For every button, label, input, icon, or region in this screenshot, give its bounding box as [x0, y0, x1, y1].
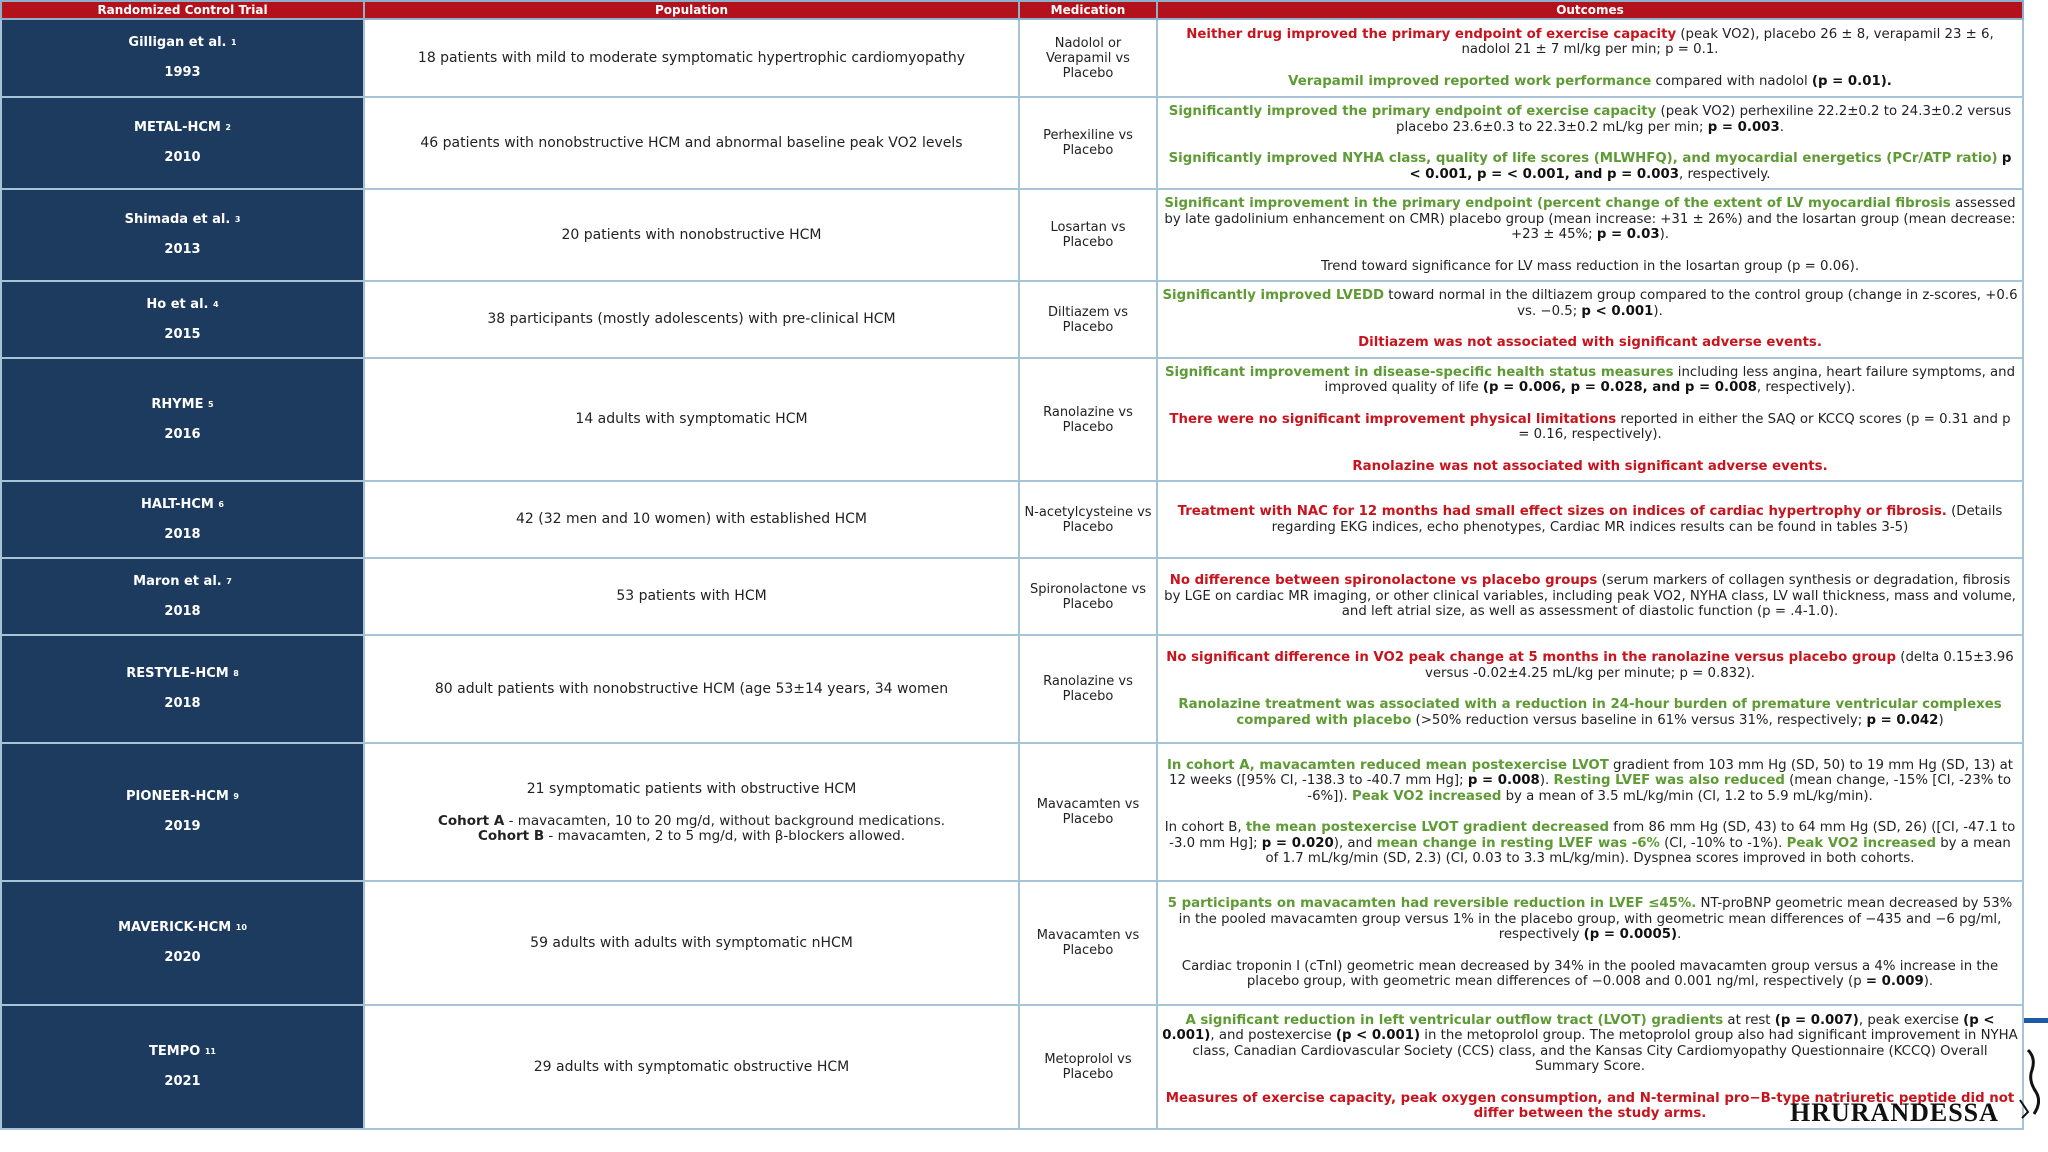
- outcome-text: (mean change, -15% [CI, -23% to -6%]).: [1307, 773, 2011, 804]
- trial-reference: 8: [233, 669, 239, 678]
- outcome-text: Trend toward significance for LV mass reduction in the losartan group (p = 0.06).: [1320, 258, 1860, 274]
- trial-cell: [1, 19, 364, 97]
- positive-finding: In cohort A, mavacamten reduced mean postexercise LVOT: [1166, 757, 1609, 773]
- trial-reference: 9: [233, 792, 239, 801]
- outcome-paragraph: [1162, 412, 2018, 443]
- p-value: p = 0.008: [1467, 773, 1540, 788]
- trial-year: 1993: [164, 65, 201, 80]
- outcome-text: , peak exercise: [1858, 1012, 1964, 1028]
- outcome-text: (peak VO2) perhexiline 22.2±0.2 to 24.3±0.2 versus placebo 23.6±0.3 to 22.3±0.2 mL/kg per min;: [1396, 104, 2012, 135]
- positive-finding: Significant improvement in the primary endpoint (percent change of the extent of LV myocardial fibrosis: [1164, 196, 1951, 211]
- outcome-paragraph: [1162, 288, 2018, 319]
- outcomes-cell: [1157, 189, 2023, 281]
- table-row: [1, 97, 2023, 189]
- table-row: [1, 358, 2023, 481]
- outcome-text: , respectively.: [1678, 166, 1771, 182]
- population-text: 29 adults with symptomatic obstructive HCM: [533, 1058, 850, 1075]
- outcome-text: (peak VO2), placebo 26 ± 8, verapamil 23 ± 6, nadolol 21 ± 7 ml/kg per min; p = 0.1.: [1461, 26, 1994, 58]
- outcome-paragraph: [1162, 335, 2018, 351]
- p-value: (p < 0.001): [1335, 1028, 1421, 1043]
- p-value: p = 0.003: [1707, 119, 1780, 135]
- medication-cell: Metoprolol vs Placebo: [1019, 1005, 1157, 1129]
- trial-name-text: RHYME: [151, 396, 204, 412]
- medication-cell: Mavacamten vs Placebo: [1019, 881, 1157, 1005]
- outcome-text: ), and: [1333, 835, 1377, 851]
- outcome-text: (serum markers of collagen synthesis or degradation, fibrosis by LGE on cardiac MR imaging, or other clinical variables, including peak VO2, NYHA class, LV wall thickness, mass and volume, and left atrial size, as well as assessment of diastolic function (p = .4-1.0).: [1164, 573, 2016, 620]
- medication-cell: Spironolactone vs Placebo: [1019, 558, 1157, 635]
- trial-cell: [1, 97, 364, 189]
- population-cell: [364, 635, 1019, 743]
- outcome-text: ).: [1653, 303, 1663, 319]
- trial-name-text: TEMPO: [149, 1044, 201, 1059]
- trial-cell: [1, 881, 364, 1005]
- population-text: 38 participants (mostly adolescents) with pre-clinical HCM: [487, 311, 896, 327]
- outcomes-cell: [1157, 743, 2023, 881]
- p-value: p = 0.03: [1596, 227, 1660, 242]
- outcome-text: NT-proBNP geometric mean decreased by 53% in the pooled mavacamten group versus 1% in the placebo group, with geometric mean differences of −435 and −6 pg/ml, respectively: [1178, 896, 2013, 943]
- trial-reference: 5: [208, 399, 214, 409]
- population-cell: [364, 189, 1019, 281]
- positive-finding: Significantly improved NYHA class, quality of life scores (MLWHFQ), and myocardial energetics (PCr/ATP ratio): [1168, 151, 1998, 166]
- trial-year: 2013: [164, 242, 201, 257]
- positive-finding: A significant reduction in left ventricular outflow tract (LVOT) gradients: [1185, 1012, 1724, 1028]
- negative-finding: Ranolazine was not associated with significant adverse events.: [1352, 458, 1828, 474]
- medication-cell: Ranolazine vs Placebo: [1019, 358, 1157, 481]
- p-value: (p < 0.001): [1162, 1012, 1995, 1043]
- table-body: [1, 19, 2023, 1129]
- positive-finding: the mean postexercise LVOT gradient decreased: [1245, 820, 1610, 835]
- p-value: (p = 0.01).: [1811, 73, 1892, 89]
- decorative-bar: [2024, 1018, 2048, 1023]
- medication-cell: Diltiazem vs Placebo: [1019, 281, 1157, 358]
- population-cell: [364, 97, 1019, 189]
- negative-finding: Measures of exercise capacity, peak oxygen consumption, and N-terminal pro−B-type natriuretic peptide did not differ between the study arms.: [1165, 1090, 2015, 1121]
- cohort-text: - mavacamten, 2 to 5 mg/d, with β-blockers allowed.: [548, 827, 906, 844]
- population-text: 21 symptomatic patients with obstructive HCM: [526, 780, 857, 797]
- population-cell: [364, 481, 1019, 558]
- medication-cell: Perhexiline vs Placebo: [1019, 97, 1157, 189]
- outcomes-cell: [1157, 635, 2023, 743]
- outcomes-cell: [1157, 358, 2023, 481]
- medication-cell: Losartan vs Placebo: [1019, 189, 1157, 281]
- outcome-text: (delta 0.15±3.96 versus -0.02±4.25 mL/kg per minute; p = 0.832).: [1424, 650, 2014, 681]
- cohort-note: [369, 829, 1014, 844]
- cohort-note: [369, 814, 1014, 829]
- trial-reference: 3: [234, 215, 241, 224]
- population-text: 18 patients with mild to moderate symptomatic hypertrophic cardiomyopathy: [417, 49, 966, 66]
- outcome-paragraph: [1162, 74, 2018, 90]
- negative-finding: Diltiazem was not associated with significant adverse events.: [1358, 335, 1822, 351]
- trial-name: [6, 788, 359, 806]
- trial-name-text: Maron et al.: [133, 573, 222, 589]
- outcome-text: , respectively).: [1756, 380, 1856, 396]
- positive-finding: Significantly improved LVEDD: [1162, 288, 1385, 304]
- outcome-text: (CI, -10% to -1%).: [1659, 835, 1787, 851]
- trial-name: [6, 396, 359, 414]
- outcomes-cell: [1157, 481, 2023, 558]
- trial-name: [6, 211, 359, 229]
- outcome-text: (>50% reduction versus baseline in 61% versus 31%, respectively;: [1411, 712, 1867, 728]
- trial-cell: [1, 358, 364, 481]
- medication-cell: Nadolol or Verapamil vs Placebo: [1019, 19, 1157, 97]
- negative-finding: Treatment with NAC for 12 months had small effect sizes on indices of cardiac hypertrophy or fibrosis.: [1177, 504, 1947, 519]
- p-value: (p = 0.006, p = 0.028, and p = 0.008: [1482, 380, 1757, 396]
- population-cell: [364, 281, 1019, 358]
- trial-name: [6, 1043, 359, 1061]
- outcome-paragraph: [1162, 959, 2018, 990]
- trial-name-text: Gilligan et al.: [128, 35, 227, 50]
- table-row: [1, 635, 2023, 743]
- population-text: 20 patients with nonobstructive HCM: [561, 226, 822, 243]
- negative-finding: There were no significant improvement physical limitations: [1169, 411, 1617, 427]
- trial-cell: [1, 281, 364, 358]
- population-cell: [364, 558, 1019, 635]
- trial-cell: [1, 481, 364, 558]
- outcome-paragraph: [1162, 573, 2018, 620]
- trial-year: 2010: [164, 150, 201, 165]
- p-value: p < 0.001, p = < 0.001, and p = 0.003: [1409, 151, 2012, 182]
- outcome-text: assessed by late gadolinium enhancement on CMR) placebo group (mean increase: +31 ± 26%) and the losartan group (mean decrease: +23 ± 45%;: [1164, 196, 2016, 242]
- outcome-text: ).: [1539, 773, 1554, 788]
- outcome-text: ).: [1659, 227, 1670, 242]
- table-row: [1, 881, 2023, 1005]
- outcomes-cell: [1157, 19, 2023, 97]
- outcome-paragraph: [1162, 196, 2018, 243]
- trial-name: [6, 296, 359, 314]
- table-row: [1, 189, 2023, 281]
- positive-finding: Peak VO2 increased: [1352, 788, 1502, 804]
- outcome-paragraph: [1162, 896, 2018, 943]
- negative-finding: No significant difference in VO2 peak change at 5 months in the ranolazine versus placebo group: [1166, 650, 1897, 665]
- outcome-text: at rest: [1723, 1012, 1775, 1028]
- population-cell: [364, 743, 1019, 881]
- header-row: [1, 1, 2023, 19]
- trial-reference: 6: [218, 499, 224, 509]
- medication-cell: N-acetylcysteine vs Placebo: [1019, 481, 1157, 558]
- table-row: [1, 558, 2023, 635]
- p-value: p < 0.001: [1581, 303, 1654, 319]
- positive-finding: Peak VO2 increased: [1786, 835, 1936, 851]
- positive-finding: Verapamil improved reported work performance: [1288, 73, 1652, 89]
- population-text: 53 patients with HCM: [616, 588, 767, 604]
- header-medication: Medication: [1019, 1, 1157, 19]
- trial-cell: [1, 189, 364, 281]
- trial-year: 2015: [164, 326, 201, 342]
- positive-finding: mean change in resting LVEF was -6%: [1376, 835, 1660, 851]
- trial-name: [6, 919, 359, 937]
- trial-name: [6, 665, 359, 683]
- population-text: 46 patients with nonobstructive HCM and abnormal baseline peak VO2 levels: [420, 134, 963, 151]
- outcome-text: by a mean of 3.5 mL/kg/min (CI, 1.2 to 5.9 mL/kg/min).: [1501, 788, 1873, 804]
- population-cell: [364, 1005, 1019, 1129]
- cohort-label: Cohort B: [477, 827, 545, 844]
- header-population: Population: [364, 1, 1019, 19]
- positive-finding: 5 participants on mavacamten had reversible reduction in LVEF ≤45%.: [1167, 896, 1697, 912]
- outcome-paragraph: [1162, 104, 2018, 135]
- p-value: p = 0.020: [1261, 835, 1334, 851]
- trial-name: [6, 573, 359, 591]
- outcome-paragraph: [1162, 459, 2018, 475]
- trial-year: 2019: [164, 819, 201, 834]
- p-value: (p = 0.0005): [1583, 927, 1678, 943]
- population-cell: [364, 881, 1019, 1005]
- header-trial: Randomized Control Trial: [1, 1, 364, 19]
- trial-name-text: RESTYLE-HCM: [126, 666, 229, 681]
- table-row: [1, 19, 2023, 97]
- trial-reference: 1: [231, 38, 237, 47]
- trial-reference: 2: [225, 123, 231, 132]
- trial-name-text: Ho et al.: [146, 296, 209, 312]
- trial-cell: [1, 1005, 364, 1129]
- trial-year: 2018: [164, 696, 201, 711]
- outcome-text: compared with nadolol: [1651, 73, 1812, 89]
- trial-name: [6, 34, 359, 52]
- outcome-paragraph: [1162, 758, 2018, 805]
- population-cell: [364, 358, 1019, 481]
- outcome-text: , and postexercise: [1210, 1028, 1336, 1043]
- trial-year: 2020: [164, 950, 201, 965]
- outcome-text: from 86 mm Hg (SD, 43) to 64 mm Hg (SD, 26) ([CI, -47.1 to -3.0 mm Hg];: [1169, 820, 2016, 851]
- population-text: 42 (32 men and 10 women) with established HCM: [516, 511, 867, 527]
- p-value: = 0.009: [1865, 974, 1924, 990]
- population-cell: [364, 19, 1019, 97]
- outcome-text: by a mean of 1.7 mL/kg/min (SD, 2.3) (CI, 0.03 to 3.3 mL/kg/min). Dyspnea scores improved in both cohorts.: [1265, 835, 2011, 866]
- outcomes-cell: [1157, 881, 2023, 1005]
- outcomes-cell: [1157, 97, 2023, 189]
- table-row: [1, 481, 2023, 558]
- trial-name-text: MAVERICK-HCM: [118, 920, 232, 935]
- trial-cell: [1, 635, 364, 743]
- trial-name: [6, 119, 359, 137]
- outcome-paragraph: [1162, 27, 2018, 58]
- outcome-text: .: [1779, 119, 1784, 135]
- medication-cell: Ranolazine vs Placebo: [1019, 635, 1157, 743]
- table-row: [1, 281, 2023, 358]
- population-text: 59 adults with adults with symptomatic nHCM: [530, 934, 853, 951]
- outcome-paragraph: [1162, 504, 2018, 535]
- outcome-text: (Details regarding EKG indices, echo phenotypes, Cardiac MR indices results can be found in tables 3-5): [1271, 504, 2003, 535]
- outcome-text: including less angina, heart failure symptoms, and improved quality of life: [1324, 364, 2016, 396]
- trial-year: 2021: [164, 1074, 201, 1089]
- population-text: 80 adult patients with nonobstructive HCM (age 53±14 years, 34 women: [434, 680, 949, 697]
- p-value: (p = 0.007): [1774, 1012, 1859, 1028]
- header-outcomes: Outcomes: [1157, 1, 2023, 19]
- trial-name-text: HALT-HCM: [141, 496, 214, 512]
- outcome-paragraph: [1162, 151, 2018, 182]
- outcome-paragraph: [1162, 1013, 2018, 1075]
- table-row: [1, 1005, 2023, 1129]
- positive-finding: Significantly improved the primary endpoint of exercise capacity: [1168, 104, 1657, 119]
- outcome-text: In cohort B,: [1164, 820, 1246, 835]
- trial-name-text: Shimada et al.: [124, 212, 231, 227]
- outcome-text: ).: [1923, 974, 1934, 990]
- outcome-text: reported in either the SAQ or KCCQ scores (p = 0.31 and p = 0.16, respectively).: [1518, 411, 2011, 443]
- negative-finding: No difference between spironolactone vs placebo groups: [1169, 573, 1598, 589]
- population-text: 14 adults with symptomatic HCM: [575, 411, 808, 427]
- positive-finding: Ranolazine treatment was associated with a reduction in 24-hour burden of premature ventricular complexes compared with placebo: [1178, 697, 2002, 728]
- trial-year: 2018: [164, 526, 201, 542]
- table-row: [1, 743, 2023, 881]
- outcome-paragraph: [1162, 259, 2018, 275]
- outcome-text: toward normal in the diltiazem group compared to the control group (change in z-scores, +0.6 vs. −0.5;: [1384, 288, 2018, 319]
- p-value: p = 0.042: [1866, 712, 1939, 728]
- outcome-text: .: [1677, 927, 1682, 943]
- negative-finding: Neither drug improved the primary endpoint of exercise capacity: [1186, 26, 1677, 42]
- watermark-logo: HRURANDESSA: [1790, 1098, 1999, 1127]
- outcome-paragraph: [1162, 365, 2018, 396]
- outcome-text: gradient from 103 mm Hg (SD, 50) to 19 mm Hg (SD, 13) at 12 weeks ([95% CI, -138.3 to -40.7 mm Hg];: [1169, 757, 2014, 788]
- trial-cell: [1, 558, 364, 635]
- outcome-text: Cardiac troponin I (cTnI) geometric mean decreased by 34% in the pooled mavacamten group versus a 4% increase in the placebo group, with geometric mean differences of −0.008 and 0.001 ng/ml, respectively (p: [1181, 958, 1999, 990]
- medication-cell: Mavacamten vs Placebo: [1019, 743, 1157, 881]
- trial-reference: 10: [235, 923, 247, 932]
- trial-reference: 4: [213, 299, 219, 309]
- outcome-text: in the metoprolol group. The metoprolol group also had significant improvement in NYHA class, Canadian Cardiovascular Society (CCS) class, and the Kansas City Cardiomyopathy Questionnaire (KCCQ) Overall Summary Score.: [1192, 1028, 2018, 1074]
- trial-cell: [1, 743, 364, 881]
- outcome-text: ): [1938, 712, 1944, 728]
- positive-finding: Resting LVEF was also reduced: [1553, 773, 1785, 788]
- outcome-paragraph: [1162, 820, 2018, 867]
- outcome-paragraph: [1162, 697, 2018, 728]
- trial-year: 2018: [164, 603, 201, 619]
- trial-year: 2016: [164, 426, 201, 442]
- cohort-label: Cohort A: [437, 812, 505, 829]
- trial-name-text: PIONEER-HCM: [126, 789, 229, 804]
- trial-reference: 7: [226, 576, 232, 586]
- outcomes-cell: [1157, 281, 2023, 358]
- positive-finding: Significant improvement in disease-specific health status measures: [1164, 364, 1674, 380]
- trial-reference: 11: [204, 1047, 216, 1056]
- trial-name: [6, 496, 359, 514]
- trial-name-text: METAL-HCM: [134, 120, 221, 135]
- outcome-paragraph: [1162, 650, 2018, 681]
- outcomes-cell: [1157, 558, 2023, 635]
- cohort-text: - mavacamten, 10 to 20 mg/d, without background medications.: [508, 812, 946, 829]
